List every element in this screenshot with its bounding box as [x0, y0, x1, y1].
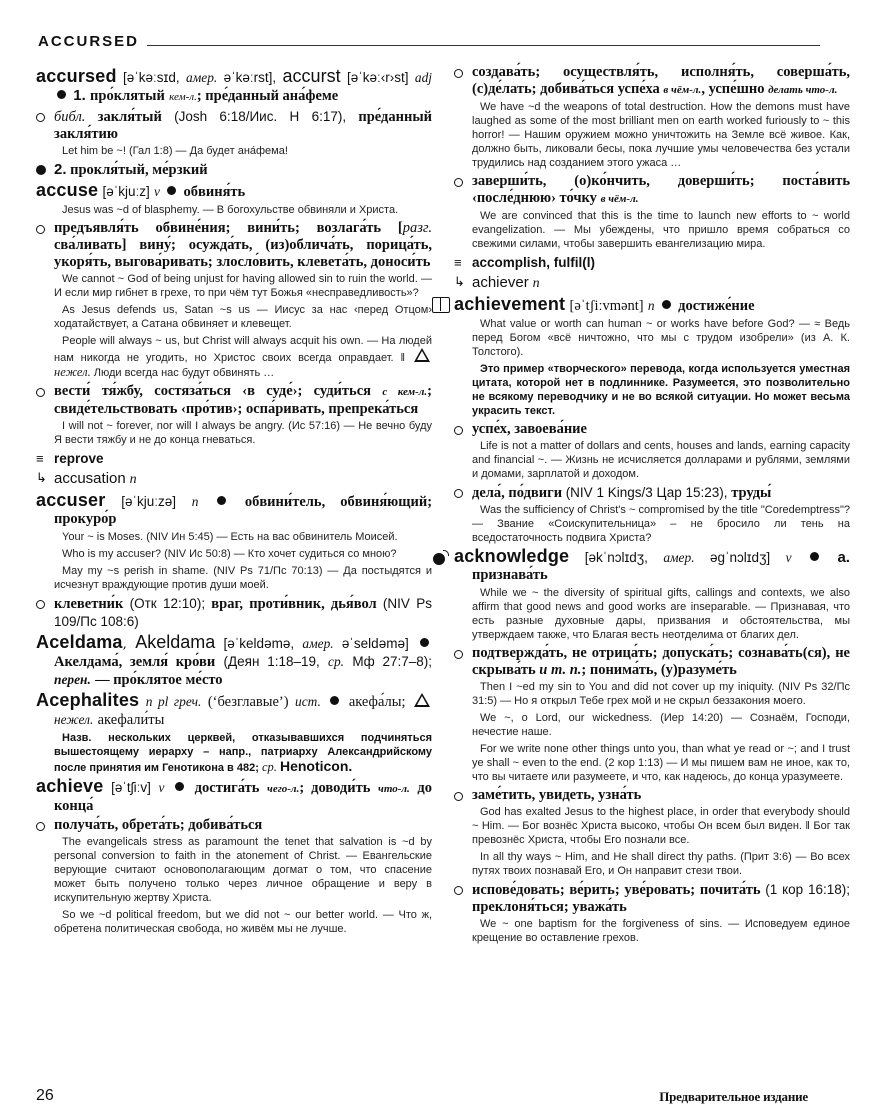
- headword: Aceldama: [36, 632, 123, 652]
- label-amer: амер.: [663, 550, 695, 565]
- running-head-rule: [147, 45, 820, 46]
- synonym: accomplish, fulfil(l): [472, 255, 596, 270]
- translation: клеветни́к: [54, 596, 124, 612]
- label-compare: ср.: [328, 654, 345, 669]
- usage-note: с кем-л.: [382, 386, 428, 398]
- sense: [454, 421, 850, 438]
- example: We are convinced that this is the time to launch new efforts to ~ world evangelization. — Мы убеждены, что пришло время собраться со свежими силами, чтобы завершить евангелизацию мира.: [472, 210, 850, 250]
- edition-label: Предварительное издание: [659, 1089, 808, 1104]
- example: We have ~d the weapons of total destruction. How the demons must have laughed as some of the most brilliant men on earth worked furiously to ~ this horror! — Нашим оружием можно уничтожить на Земле всё живое. Как, должно быть, ликовали бесы, пока лучшие умы человечества без устали трудились над созданием этого ужаса …: [472, 101, 850, 169]
- entry-head: [36, 68, 432, 106]
- headword: acknowledge: [454, 546, 570, 566]
- usage-note: и т. п.: [539, 662, 582, 678]
- entry-acknowledge: [454, 548, 850, 945]
- translation: прокля́тый, ме́рзкий: [70, 162, 208, 178]
- translation: акефа́лы;: [348, 694, 406, 710]
- entry-achieve: [36, 778, 432, 936]
- translation: достиже́ние: [678, 298, 755, 314]
- translation: вести́ тя́жбу, состяза́ться ‹в суде́›; суди́ться: [54, 383, 371, 399]
- derivative: accusation: [54, 470, 126, 487]
- filled-bullet-icon: [36, 165, 46, 175]
- example: Who is my accuser? (NIV Ис 50:8) — Кто хочет судиться со мною?: [62, 548, 397, 560]
- sense: [454, 787, 850, 804]
- example: What value or worth can human ~ or works have before God? — ≈ Ведь перед Богом «всё ничтожно, что мы с трудом изобрели» (из А. К. Толстого).: [472, 318, 850, 358]
- entry-acephalites: [36, 692, 432, 775]
- translation: , успе́шно: [701, 81, 765, 97]
- open-circle-icon: [454, 489, 463, 498]
- literal-gloss: (‘безглавые’): [207, 694, 289, 710]
- bomb-icon: [432, 549, 450, 565]
- example-text: Люди всегда нас будут обвинять …: [93, 367, 275, 379]
- example: For we write none other things unto you, than what ye read or ~; and I trust ye shall ~ even to the end. (2 кор 1:13) — И мы пишем вам не иное, как то, что вы читаете или разумеете, и что, как надеюсь, до конца уразумеете.: [472, 743, 850, 783]
- entry-head: [36, 778, 432, 815]
- translation: акефали́ты: [97, 712, 165, 728]
- synonym: reprove: [54, 451, 104, 466]
- right-column: [454, 62, 850, 948]
- pronunciation: [əˈkjuːzə]: [121, 494, 176, 509]
- filled-bullet-icon: [175, 782, 184, 791]
- translation: достига́ть: [194, 780, 260, 796]
- running-head: [38, 28, 820, 50]
- part-of-speech: n pl греч.: [145, 694, 202, 709]
- sense: [454, 881, 850, 916]
- open-circle-icon: [36, 388, 45, 397]
- label-amer: амер.: [302, 636, 334, 651]
- part-of-speech: n: [129, 472, 137, 487]
- usage-note: чего-л.: [267, 783, 300, 795]
- synonym-line: [454, 254, 850, 272]
- filled-bullet-icon: [330, 696, 339, 705]
- example: So we ~d political freedom, but we did not ~ our better world. — Что ж, обретена политическая свобода, но живём мы не лучше.: [54, 909, 432, 935]
- left-column: [36, 62, 432, 939]
- entry-head: [36, 492, 432, 528]
- open-circle-icon: [36, 822, 45, 831]
- headword: Acephalites: [36, 690, 140, 710]
- entry-head: [36, 692, 432, 729]
- filled-bullet-icon: [420, 638, 429, 647]
- sense: [454, 173, 850, 208]
- example: I will not ~ forever, nor will I always be angry. (Ис 57:16) — Не вечно буду Я вести тяжбу и не до конца гневаться.: [54, 420, 432, 446]
- filled-bullet-icon: [662, 300, 671, 309]
- derivative: achiever: [472, 274, 529, 291]
- sense-number: 1.: [73, 87, 86, 104]
- label-compare: ср.: [261, 760, 277, 774]
- pronunciation-amer: əˈseldəmə]: [341, 636, 409, 651]
- translation: ; свиде́тельствовать ‹про́тив›; оспа́ривать, препрека́ться: [54, 383, 433, 417]
- headword: accuse: [36, 180, 99, 200]
- headword: accuser: [36, 490, 106, 510]
- headword: accursed: [36, 66, 117, 86]
- usage-note: в чём-л.: [600, 193, 639, 205]
- open-circle-icon: [454, 178, 463, 187]
- sense-number: 2.: [54, 161, 67, 178]
- translation: заме́тить, увидеть, узна́ть: [472, 787, 642, 803]
- part-of-speech: n: [191, 494, 199, 509]
- entry-aceldama: [36, 634, 432, 689]
- sense: [36, 220, 432, 271]
- open-circle-icon: [36, 113, 45, 122]
- example: While we ~ the diversity of spiritual gifts, callings and contexts, we also affirm that good news and good works are inseparable. — Признавая, что есть разные духовные дары, призвания и обстоятельства, мы утверждаем также, что Благая весть неотделима от благих дел.: [472, 587, 850, 641]
- entry-achieve-continued: [454, 64, 850, 293]
- running-head-word: ACCURSED: [38, 33, 140, 50]
- entry-accuser: [36, 492, 432, 631]
- example-text: People will always ~ us, but Christ will always acquit his own. — На людей нам никогда не угодить, но Христос своих всегда оправдает. ‖: [54, 335, 432, 364]
- editor-note: Это пример «творческого» перевода, когда используется уместная цитата, которой нет в подлиннике. Разумеется, это позволительно не всякому переводчику и не во всякой ситуации. Но может весьма украсить текст.: [472, 363, 850, 417]
- open-circle-icon: [454, 650, 463, 659]
- label-historical: ист.: [295, 694, 321, 709]
- translation: признава́ть: [472, 567, 548, 583]
- sense: [36, 383, 432, 418]
- example: Then I ~ed my sin to You and did not cover up my iniquity. (NIV Ps 32/Пс 31:5) — Но я открыл Тебе грех мой и не скрыл беззакония моего.: [472, 681, 850, 707]
- label-figurative: перен.: [54, 672, 91, 687]
- open-circle-icon: [454, 426, 463, 435]
- translation: Акелдама́, земля́ кро́ви: [54, 654, 216, 670]
- example: In all thy ways ~ Him, and He shall direct thy paths. (Прит 3:6) — Во всех путях твоих познавай Его, и Он направит стези твои.: [472, 851, 850, 877]
- bible-reference: (Отк 12:10);: [129, 596, 206, 611]
- translation: ; доводи́ть: [299, 780, 371, 796]
- synonym-line: [36, 450, 432, 468]
- label-amer: амер.: [186, 70, 218, 85]
- part-of-speech: adj: [414, 70, 432, 85]
- editor-note: [36, 731, 432, 775]
- translation: сва́ливать] вину́; осужда́ть, (из)облича́ть, порица́ть, укоря́ть, выгова́ривать; злосло́вить, клевета́ть, доноси́ть: [54, 237, 432, 270]
- bible-reference: (NIV Ps 109/Пс 108:6): [54, 596, 433, 629]
- filled-bullet-icon: [810, 552, 819, 561]
- open-circle-icon: [454, 69, 463, 78]
- triple-bar-icon: ≡: [36, 451, 44, 466]
- translation: закля́тый: [97, 109, 162, 125]
- entry-head: Aceldama, Akeldama [əˈkeldəmə, амер. əˈseldəmə] Акелдама́, земля́ кро́ви (Деян 1:18–19, ср. Мф 27:7–8); перен. — про́клятое ме́сто: [36, 632, 433, 688]
- pronunciation-variant: [əˈkəː‹r›st]: [346, 70, 409, 85]
- open-circle-icon: [36, 600, 45, 609]
- open-circle-icon: [36, 225, 45, 234]
- bible-reference: (1 кор 16:18);: [765, 882, 851, 897]
- sense: [454, 645, 850, 679]
- sense-letter: a.: [837, 549, 850, 566]
- part-of-speech: v: [158, 780, 165, 795]
- variant-headword: Akeldama: [135, 632, 216, 652]
- label-undesirable: нежел.: [54, 712, 94, 727]
- translation: подтвержда́ть, не отрица́ть; допуска́ть; сознава́ть(ся), не скрыва́ть: [472, 645, 850, 678]
- example: We ~ one baptism for the forgiveness of sins. — Исповедуем единое крещение во оставление грехов.: [472, 918, 850, 944]
- entry-achievement: [454, 296, 850, 545]
- sense: [454, 484, 850, 502]
- label-bibl: библ.: [54, 109, 86, 125]
- sense: [36, 595, 432, 631]
- pronunciation: [əˈkəːsɪd,: [123, 70, 180, 85]
- translation: ; пре́данный ана́феме: [196, 88, 339, 104]
- pronunciation: [əˈtʃiːvmənt]: [569, 298, 644, 314]
- filled-bullet-icon: [167, 186, 176, 195]
- translation: обвиня́ть: [183, 184, 246, 200]
- entry-head: [454, 296, 850, 315]
- translation: ; понима́ть, (у)разуме́ть: [581, 662, 737, 678]
- pronunciation: [əˈkjuːz]: [102, 184, 150, 199]
- usage-note: что-л.: [378, 783, 410, 795]
- translation: заверши́ть, (о)ко́нчить, доверши́ть; поста́вить ‹после́днюю› то́чку: [472, 173, 850, 206]
- label-colloquial: разг.: [402, 220, 432, 236]
- pronunciation: [əˈtʃiːv]: [111, 780, 151, 795]
- derivative-line: [36, 469, 432, 489]
- filled-bullet-icon: [217, 496, 226, 505]
- open-circle-icon: [454, 792, 463, 801]
- entry-head: [454, 548, 850, 584]
- headword: achievement: [454, 294, 566, 314]
- part-of-speech: v: [785, 550, 792, 565]
- example: We cannot ~ God of being unjust for having allowed sin to ruin the world. — И если мир гибнет в грехе, то при чём тут Божья «несправедливость»?: [54, 273, 432, 299]
- pronunciation: [əˈkeldəmə,: [223, 636, 295, 651]
- pronunciation-amer: əˈkəːrst],: [223, 70, 277, 85]
- usage-note: делать что-л.: [768, 84, 838, 96]
- translation: до конца́: [54, 780, 433, 814]
- label-undesirable: нежел.: [54, 365, 91, 379]
- translation: испове́довать; ве́рить; уве́ровать; почита́ть: [472, 882, 761, 898]
- pronunciation: [əkˈnɔlɪdʒ,: [584, 550, 648, 565]
- example: Life is not a matter of dollars and cents, houses and lands, earning capacity and financial ~. — Жизнь не исчисляется долларами и рублями, землями и домами, зарплатой и доходом.: [472, 440, 850, 480]
- translation: — про́клятое ме́сто: [95, 672, 223, 688]
- example: [36, 334, 432, 380]
- sense: [36, 161, 432, 179]
- entry-head: [36, 182, 432, 201]
- bible-reference: (Деян 1:18–19,: [223, 654, 320, 669]
- open-book-icon: [432, 297, 450, 313]
- part-of-speech: n: [532, 276, 540, 291]
- translation: дела́, по́двиги: [472, 485, 563, 501]
- bible-reference: Мф 27:7–8);: [352, 654, 433, 669]
- example: As Jesus defends us, Satan ~s us — Иисус за нас ‹перед Отцом› ходатайствует, а Сатана обвиняет и клевещет.: [54, 304, 432, 330]
- part-of-speech: v: [154, 184, 160, 199]
- example: Let him be ~! (Гал 1:8) — Да будет ана́фема!: [62, 145, 288, 157]
- example: May my ~s perish in shame. (NIV Ps 71/Пс 70:13) — Да постыдятся и исчезнут враждующие против души моей.: [54, 565, 432, 591]
- warning-triangle-icon: [414, 348, 430, 362]
- example: Was the sufficiency of Christ's ~ compromised by the title "Coredemptress"? — Звание «Соискупительница» – не бросило ли тень на вседостаточность подвига Христа?: [472, 504, 850, 544]
- example: The evangelicals stress as paramount the tenet that salvation is ~d by personal conversion to faith in the atonement of Christ. — Евангельские верующие считают основополагающим догмат о том, что спасение может быть получено только через личное обращение и веру в искупительную жертву Христа.: [54, 836, 432, 904]
- pronunciation-amer: əgˈnɔlɪdʒ]: [709, 550, 771, 565]
- translation: труды́: [731, 485, 772, 501]
- entry-accuse: [36, 182, 432, 489]
- translation: враг, проти́вник, дья́вол: [211, 596, 377, 612]
- example: Jesus was ~d of blasphemy. — В богохульстве обвиняли и Христа.: [62, 204, 399, 216]
- example: God has exalted Jesus to the highest place, in order that everybody should ~ Him. — Бог вознёс Христа высоко, чтобы Он всем был виден. ‖ Бог так превознёс Христа, чтобы Его познали все.: [472, 806, 850, 846]
- translation: про́клятый: [90, 88, 165, 104]
- translation: получа́ть, обрета́ть; добива́ться: [54, 817, 263, 833]
- triple-bar-icon: ≡: [454, 255, 462, 270]
- example: Your ~ is Moses. (NIV Ин 5:45) — Есть на вас обвинитель Моисей.: [62, 531, 398, 543]
- usage-note: кем-л.: [169, 91, 197, 103]
- hooked-arrow-icon: ↳: [36, 470, 47, 485]
- usage-note: в чём-л.: [663, 84, 702, 96]
- note-text: Назв. нескольких церквей, отказывавшихся подчиняться вышестоящему иерарху – напр., патриарху Александрийскому после принятия им Генотикона в 482;: [54, 732, 432, 774]
- derivative-line: [454, 273, 850, 293]
- columns: [0, 62, 880, 1076]
- page-footer: [36, 1086, 808, 1106]
- bible-reference: (NIV 1 Kings/3 Цар 15:23),: [565, 485, 728, 500]
- translation: пре́данный закля́тию: [54, 109, 433, 142]
- sense: [454, 64, 850, 99]
- translation: предъявля́ть обвине́ния; вини́ть; возлага́ть [: [54, 220, 403, 236]
- open-circle-icon: [454, 886, 463, 895]
- hooked-arrow-icon: ↳: [454, 274, 465, 289]
- translation: обвини́тель, обвиня́ющий; прокуро́р: [54, 494, 433, 527]
- variant-headword: accurst: [282, 66, 341, 86]
- warning-triangle-icon: [414, 693, 430, 707]
- sense: [36, 108, 432, 143]
- bible-reference: (Josh 6:18/Иис. Н 6:17),: [174, 109, 347, 124]
- translation: преклоня́ться; уважа́ть: [472, 899, 627, 915]
- example: We ~, o Lord, our wickedness. (Иер 14:20) — Сознаём, Господи, нечестие наше.: [472, 712, 850, 738]
- entry-accursed: [36, 68, 432, 179]
- headword: achieve: [36, 776, 104, 796]
- page-number: 26: [36, 1087, 54, 1104]
- cross-reference[interactable]: Henoticon.: [279, 758, 353, 774]
- filled-bullet-icon: [57, 90, 66, 99]
- translation: успе́х, завоева́ние: [472, 421, 587, 437]
- part-of-speech: n: [647, 298, 655, 313]
- translation: создава́ть; осуществля́ть, исполня́ть, соверша́ть, (с)де́лать; добива́ться успе́ха: [472, 64, 850, 97]
- sense: [36, 817, 432, 834]
